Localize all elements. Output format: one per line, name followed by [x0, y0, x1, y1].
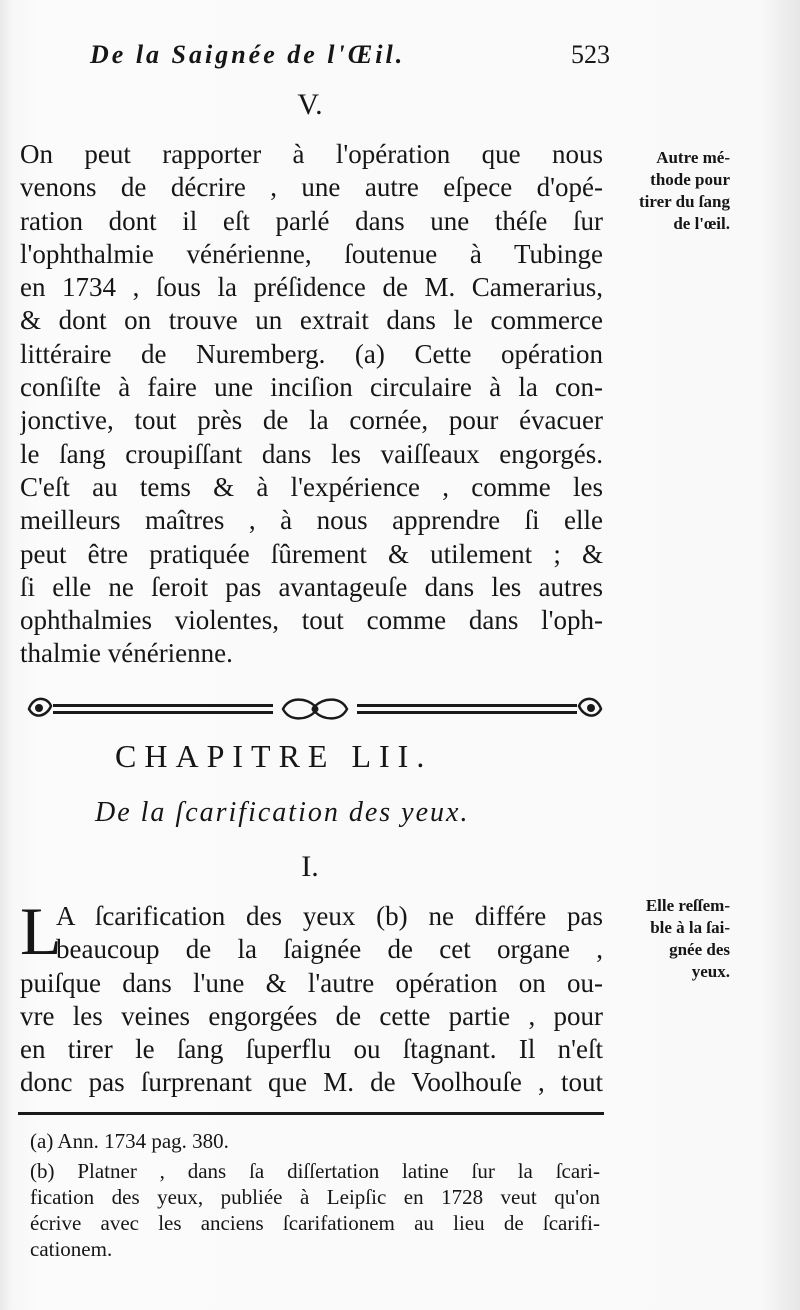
- text-line: en tirer le ſang ſuperflu ou ſtagnant. Il n'eſt: [20, 1034, 603, 1065]
- text-line: vre les veines engorgées de cette partie , pour: [20, 1000, 603, 1031]
- margin-note-other-method: [605, 147, 730, 235]
- ornamental-divider: [25, 692, 605, 726]
- text-line: l'ophthalmie vénérienne, ſoutenue à Tubinge: [20, 238, 603, 269]
- margin-note-line: Autre mé-: [656, 148, 730, 167]
- footnote-b-line: cationem.: [30, 1237, 113, 1261]
- text-line: donc pas ſurprenant que M. de Voolhouſe , tout: [20, 1067, 603, 1098]
- text-line: On peut rapporter à l'opération que nous: [20, 139, 603, 169]
- drop-capital: L: [20, 893, 62, 969]
- text-line: & dont on trouve un extrait dans le commerce: [20, 305, 603, 336]
- paragraph-section-i: [20, 893, 603, 1100]
- running-head: [90, 40, 610, 80]
- text-line: ophthalmies violentes, tout comme dans l'oph-: [20, 605, 603, 636]
- footnotes: [30, 1128, 600, 1262]
- text-line: A ſcarification des yeux (b) ne différe pas: [56, 901, 603, 931]
- text-line: conſiſte à faire une inciſion circulaire à la con-: [20, 372, 603, 403]
- footnote-a: (a) Ann. 1734 pag. 380.: [30, 1129, 229, 1153]
- text-line: puiſque dans l'une & l'autre opération on ou-: [20, 967, 603, 998]
- footnote-b-line: fication des yeux, publiée à Leipſic en 1728 veut qu'on: [30, 1185, 600, 1209]
- text-line: en 1734 , ſous la préſidence de M. Camerarius,: [20, 272, 603, 303]
- margin-note-line: de l'œil.: [673, 214, 730, 233]
- margin-note-resemblance: [605, 895, 730, 983]
- text-line: beaucoup de la ſaignée de cet organe ,: [56, 934, 603, 965]
- page-number: 523: [571, 40, 610, 69]
- text-line: le ſang croupiſſant dans les vaiſſeaux engorgés.: [20, 438, 603, 469]
- margin-note-line: Elle reſſem-: [645, 896, 730, 915]
- ornament-graphic: [25, 692, 605, 726]
- margin-note-line: ble à la ſai-: [650, 918, 730, 937]
- text-line: ration dont il eſt parlé dans une théſe ſur: [20, 205, 603, 236]
- text-line: venons de décrire , une autre eſpece d'opé-: [20, 172, 603, 203]
- footnote-rule: [18, 1112, 604, 1115]
- text-line: jonctive, tout près de la cornée, pour évacuer: [20, 405, 603, 436]
- section-number-i: I.: [301, 850, 319, 883]
- running-title: De la Saignée de l'Œil.: [90, 40, 406, 69]
- text-line: ſi elle ne ſeroit pas avantageuſe dans les autres: [20, 571, 603, 602]
- margin-note-line: gnée des: [669, 940, 730, 959]
- text-line: littéraire de Nuremberg. (a) Cette opération: [20, 338, 603, 369]
- section-number-v: V.: [297, 88, 323, 121]
- chapter-subtitle: De la ſcarification des yeux.: [95, 797, 470, 828]
- text-line: thalmie vénérienne.: [20, 638, 233, 669]
- paragraph-section-v: [20, 138, 603, 671]
- margin-note-line: thode pour: [650, 170, 730, 189]
- footnote-b-line: écrive avec les anciens ſcarifationem au lieu de ſcarifi-: [30, 1211, 600, 1235]
- text-line: meilleurs maîtres , à nous apprendre ſi elle: [20, 505, 603, 536]
- margin-note-line: yeux.: [691, 962, 730, 981]
- footnote-b-line: (b) Platner , dans ſa diſſertation latine ſur la ſcari-: [30, 1159, 600, 1183]
- chapter-title: CHAPITRE LII.: [115, 738, 433, 774]
- margin-note-line: tirer du ſang: [639, 192, 730, 211]
- text-line: peut être pratiquée ſûrement & utilement ; &: [20, 538, 603, 569]
- text-line: C'eſt au tems & à l'expérience , comme les: [20, 471, 603, 502]
